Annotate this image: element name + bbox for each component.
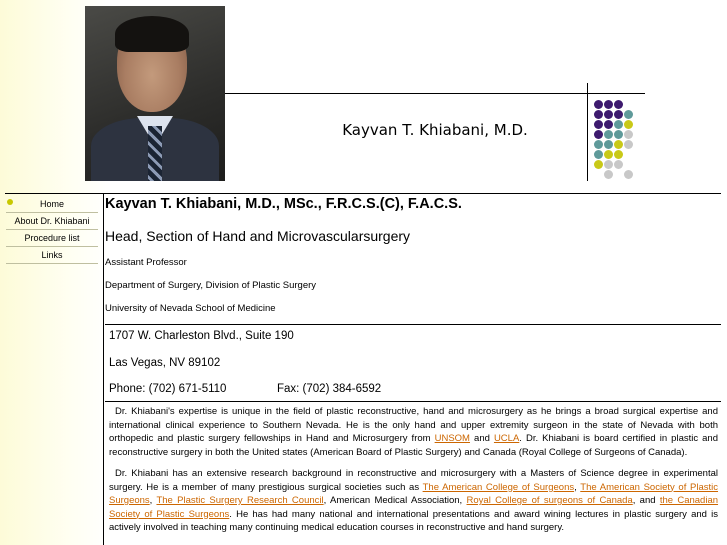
- decorative-dot: [624, 110, 633, 119]
- psrc-link[interactable]: The Plastic Surgery Research Council: [156, 495, 324, 506]
- asps-link[interactable]: The American Society of Plastic Surgeons: [109, 481, 719, 506]
- fax-number: Fax: (702) 384-6592: [277, 383, 382, 395]
- department-line: Department of Surgery, Division of Plastic Surgery: [105, 280, 317, 291]
- rcsc-link[interactable]: Royal College of surgeons of Canada: [466, 495, 633, 506]
- decorative-dot: [604, 140, 613, 149]
- bio-divider-line: [105, 401, 721, 402]
- decorative-dot: [604, 100, 613, 109]
- nav-item-label: Home: [39, 199, 64, 209]
- nav-item-links[interactable]: [6, 247, 98, 264]
- content-divider-line: [105, 324, 721, 325]
- biography: [109, 405, 718, 543]
- doctor-portrait-photo: [85, 6, 225, 181]
- ucla-link[interactable]: UCLA: [493, 433, 520, 444]
- bio-text: , American Medical Association,: [323, 495, 463, 506]
- decorative-dot: [624, 140, 633, 149]
- bio-paragraph: Dr. Khiabani has an extensive research background in reconstructive and microsurgery with a Masters of Science degree in experimental surgery. He is a member of many prestigious surgical societies such as The American College of Surgeons, The American Society of Plastic Surgeons, The Plastic Surgery Research Council, American Medical Association, Royal College of surgeons of Canada, and the Canadian Society of Plastic Surgeons. He has had many national and international presentations and award wining lectures in plastic surgery and is actively involved in teaching many continuing medical education courses in reconstructive and hand surgery.: [109, 468, 719, 533]
- nav-item-home[interactable]: [6, 196, 98, 213]
- sidebar-divider-line: [103, 193, 104, 545]
- bio-text: . He has had many national and international presentations and award wining lectures in plastic surgery and is actively involved in teaching many continuing medical education courses in reconstructive and hand surgery.: [109, 508, 718, 533]
- portrait-hair: [115, 16, 189, 52]
- main-divider-line: [5, 193, 721, 194]
- nav-item-about[interactable]: [6, 213, 98, 230]
- decorative-dot: [624, 130, 633, 139]
- decorative-dot: [604, 160, 613, 169]
- decorative-dot: [614, 120, 623, 129]
- decorative-dot: [604, 150, 613, 159]
- decorative-dot: [604, 170, 613, 179]
- nav-item-label: About Dr. Khiabani: [14, 216, 90, 226]
- site-title: Kayvan T. Khiabani, M.D.: [342, 121, 528, 139]
- csps-link[interactable]: the Canadian Society of Plastic Surgeons: [109, 495, 719, 520]
- decorative-dot: [594, 120, 603, 129]
- sidebar-nav: [6, 196, 98, 264]
- decorative-dot: [614, 140, 623, 149]
- nav-item-procedure-list[interactable]: [6, 230, 98, 247]
- decorative-dot: [614, 150, 623, 159]
- header-vertical-line: [587, 83, 588, 181]
- nav-item-label: Procedure list: [24, 233, 80, 243]
- decorative-dot: [624, 170, 633, 179]
- bio-paragraph: [109, 405, 718, 459]
- decorative-dot: [614, 130, 623, 139]
- bio-text: and: [474, 433, 490, 444]
- acs-link[interactable]: The American College of Surgeons: [422, 481, 575, 493]
- bio-text: , and: [632, 495, 656, 506]
- header-divider-line: [225, 93, 645, 94]
- academic-title: Assistant Professor: [105, 257, 187, 268]
- decorative-dot: [614, 160, 623, 169]
- decorative-dot: [604, 110, 613, 119]
- portrait-tie: [148, 126, 162, 181]
- decorative-dot: [604, 120, 613, 129]
- street-address: 1707 W. Charleston Blvd., Suite 190: [109, 330, 294, 342]
- decorative-dot: [614, 100, 623, 109]
- decorative-dot: [604, 130, 613, 139]
- decorative-dot: [594, 130, 603, 139]
- city-address: Las Vegas, NV 89102: [109, 357, 221, 369]
- decorative-dot: [594, 100, 603, 109]
- decorative-dot: [594, 160, 603, 169]
- decorative-dot: [594, 150, 603, 159]
- university-line: University of Nevada School of Medicine: [105, 303, 276, 314]
- decorative-dot: [614, 110, 623, 119]
- nav-item-label: Links: [41, 250, 63, 260]
- bio-text: Dr. Khiabani has an extensive research background in reconstructive and microsurgery with a Masters of Science degree in experimental surgery. He is a member of many prestigious surgical societies such as: [109, 468, 718, 493]
- unsom-link[interactable]: UNSOM: [434, 433, 470, 444]
- nav-active-bullet-icon: [7, 199, 13, 205]
- bio-text: . Dr. Khiabani is board certified in plastic and reconstructive surgery in both the United states (American Board of Plastic Surgery) and Canada (Royal College of Surgeons of Canada).: [109, 433, 718, 458]
- phone-number: Phone: (702) 671-5110: [109, 383, 227, 395]
- role-heading: Head, Section of Hand and Microvascularsurgery: [105, 228, 411, 244]
- bio-text: Dr. Khiabani's expertise is unique in the field of plastic reconstructive, hand and microsurgery as he brings a broad surgical expertise and international clinical experience to Southern Nevada. He is the only hand and upper extremity surgeon in the state of Nevada with both orthopedic and plastic surgery fellowships in Hand and Microsurgery from: [109, 406, 718, 444]
- decorative-dot: [594, 140, 603, 149]
- decorative-dot: [624, 120, 633, 129]
- doctor-name-heading: Kayvan T. Khiabani, M.D., MSc., F.R.C.S.(C), F.A.C.S.: [105, 196, 462, 212]
- decorative-dot: [594, 110, 603, 119]
